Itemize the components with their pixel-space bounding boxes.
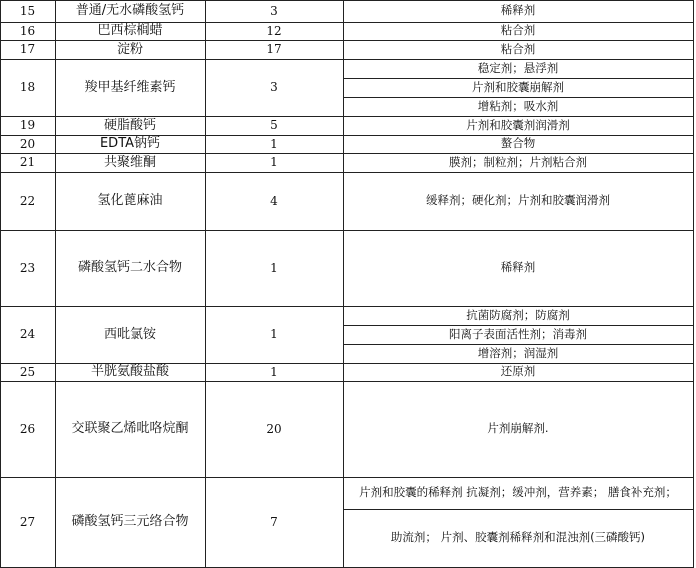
- usage-count: 4: [270, 193, 278, 208]
- row-number: 22: [19, 193, 36, 208]
- row-number: 21: [19, 155, 36, 170]
- usage-count: 1: [270, 327, 278, 342]
- function-cell: 助流剂； 片剂、胶囊剂稀释剂和混浊剂(三磷酸钙): [390, 530, 646, 545]
- function-cell: 增溶剂；润湿剂: [477, 345, 559, 360]
- grid-line-v: [693, 0, 694, 567]
- row-number: 15: [19, 3, 36, 18]
- excipient-name: 交联聚乙烯吡咯烷酮: [71, 421, 189, 437]
- row-number: 18: [19, 80, 36, 95]
- row-number: 19: [19, 118, 36, 133]
- function-cell: 螯合物: [500, 136, 536, 151]
- function-cell: 稀释剂: [500, 260, 536, 275]
- excipient-name: 西吡氯铵: [103, 326, 156, 342]
- function-cell: 片剂和胶囊剂润滑剂: [466, 117, 570, 132]
- excipient-name: 普通/无水磷酸氢钙: [75, 3, 185, 19]
- excipient-name: 氢化蓖麻油: [97, 193, 163, 209]
- usage-count: 12: [266, 23, 282, 38]
- function-cell: 阳离子表面活性剂；消毒剂: [449, 326, 587, 341]
- row-number: 26: [19, 421, 36, 436]
- excipient-name: 共聚维酮: [103, 154, 156, 170]
- excipient-name: 磷酸氢钙二水合物: [77, 260, 182, 276]
- function-cell: 还原剂: [500, 364, 536, 379]
- excipient-name: 巴西棕榈蜡: [97, 23, 163, 39]
- function-cell: 片剂崩解剂.: [487, 421, 549, 436]
- function-cell: 缓释剂；硬化剂；片剂和胶囊润滑剂: [426, 193, 610, 208]
- excipient-name: 淀粉: [116, 41, 143, 57]
- usage-count: 1: [270, 260, 278, 275]
- usage-count: 7: [270, 514, 278, 529]
- excipient-name: EDTA钠钙: [99, 136, 161, 152]
- usage-count: 1: [270, 364, 278, 379]
- usage-count: 17: [266, 42, 282, 57]
- excipient-name: 半胱氨酸盐酸: [90, 364, 169, 380]
- function-cell: 片剂和胶囊崩解剂: [472, 79, 564, 94]
- usage-count: 20: [266, 421, 282, 436]
- usage-count: 3: [270, 80, 278, 95]
- function-cell: 增粘剂；吸水剂: [477, 98, 559, 113]
- function-cell: 抗菌防腐剂；防腐剂: [466, 307, 570, 322]
- row-number: 17: [19, 42, 36, 57]
- row-number: 23: [19, 260, 36, 275]
- function-cell: 膜剂；制粒剂；片剂粘合剂: [449, 154, 587, 169]
- excipient-name: 磷酸氢钙三元络合物: [71, 514, 189, 530]
- function-cell: 片剂和胶囊的稀释剂 抗凝剂；缓冲剂，营养素； 膳食补充剂；: [359, 485, 677, 500]
- function-cell: 粘合剂: [500, 23, 536, 38]
- function-cell: 稳定剂；悬浮剂: [477, 60, 559, 75]
- row-number: 16: [19, 23, 36, 38]
- row-number: 24: [19, 327, 36, 342]
- usage-count: 1: [270, 136, 278, 151]
- excipient-name: 硬脂酸钙: [103, 117, 156, 133]
- excipient-name: 羧甲基纤维素钙: [84, 79, 176, 95]
- function-cell: 粘合剂: [500, 41, 536, 56]
- usage-count: 5: [270, 118, 278, 133]
- usage-count: 3: [270, 3, 278, 18]
- usage-count: 1: [270, 155, 278, 170]
- row-number: 20: [19, 136, 36, 151]
- row-number: 25: [19, 364, 36, 379]
- function-cell: 稀释剂: [500, 3, 536, 18]
- row-number: 27: [19, 514, 36, 529]
